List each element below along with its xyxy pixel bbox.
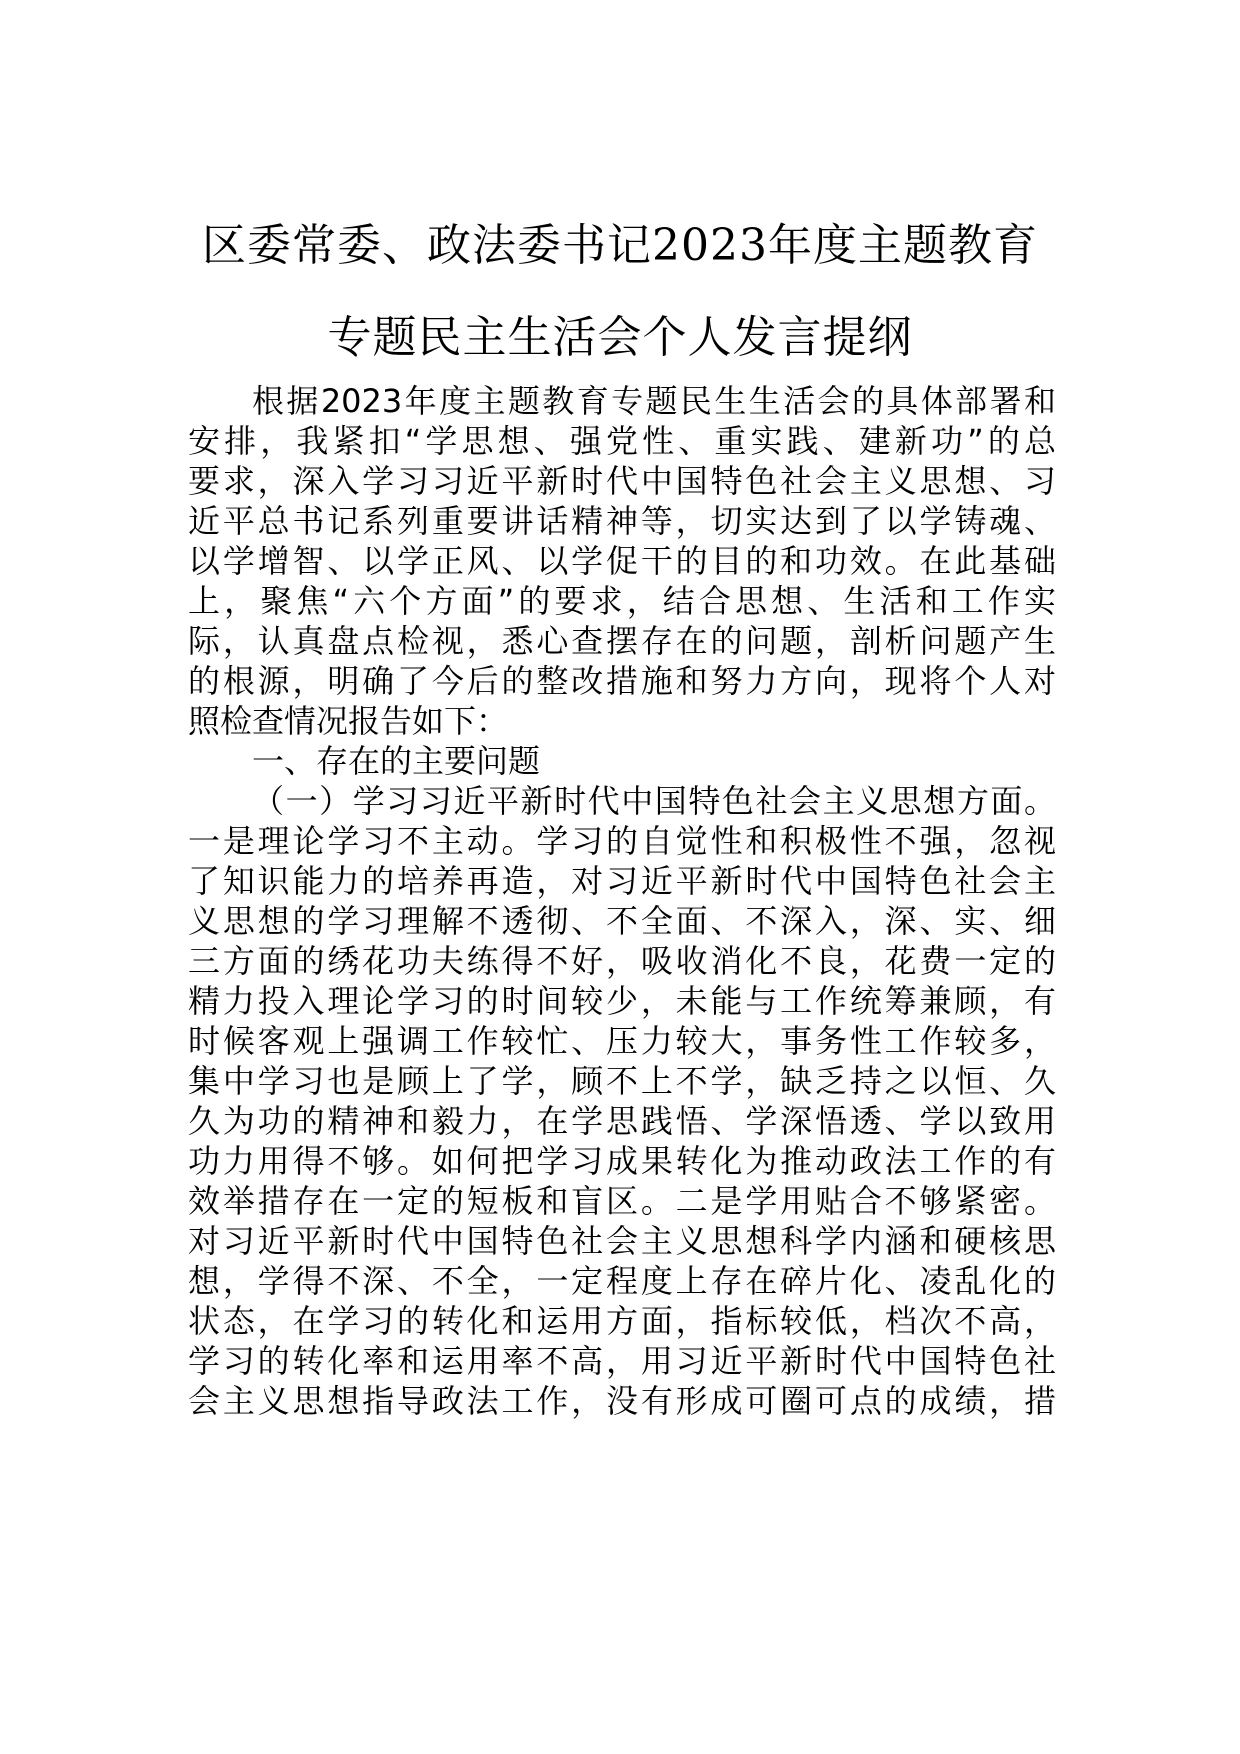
document-title-line-1: 区委常委、政法委书记2023年度主题教育 (202, 220, 1038, 271)
paragraph-line: 集中学习也是顾上了学，顾不上不学，缺乏持之以恒、久 (188, 1062, 1056, 1100)
paragraph-line: 照检查情况报告如下： (188, 702, 509, 740)
paragraph-line: 一是理论学习不主动。学习的自觉性和积极性不强，忽视 (188, 822, 1056, 860)
paragraph-line: 久为功的精神和毅力，在学思践悟、学深悟透、学以致用 (188, 1102, 1056, 1140)
paragraph-line: 近平总书记系列重要讲话精神等，切实达到了以学铸魂、 (188, 502, 1056, 540)
paragraph-line: 以学增智、以学正风、以学促干的目的和功效。在此基础 (188, 542, 1056, 580)
document-title-line-2: 专题民主生活会个人发言提纲 (327, 312, 913, 363)
paragraph-line: 学习的转化率和运用率不高，用习近平新时代中国特色社 (188, 1342, 1056, 1380)
paragraph-line: 上，聚焦“六个方面”的要求，结合思想、生活和工作实 (188, 582, 1056, 620)
paragraph-line: 状态，在学习的转化和运用方面，指标较低，档次不高， (188, 1302, 1056, 1340)
paragraph-line: 际，认真盘点检视，悉心查摆存在的问题，剖析问题产生 (188, 622, 1056, 660)
paragraph-line: 会主义思想指导政法工作，没有形成可圈可点的成绩，措 (188, 1382, 1056, 1420)
paragraph-line: 精力投入理论学习的时间较少，未能与工作统筹兼顾，有 (188, 982, 1056, 1020)
paragraph-line: 效举措存在一定的短板和盲区。二是学用贴合不够紧密。 (188, 1182, 1056, 1220)
subsection-heading: （一）学习习近平新时代中国特色社会主义思想方面。 (252, 782, 1056, 820)
paragraph-line: 根据2023年度主题教育专题民生生活会的具体部署和 (252, 382, 1056, 420)
paragraph-line: 要求，深入学习习近平新时代中国特色社会主义思想、习 (188, 462, 1056, 500)
section-heading: 一、存在的主要问题 (252, 742, 541, 780)
paragraph-line: 的根源，明确了今后的整改措施和努力方向，现将个人对 (188, 662, 1056, 700)
paragraph-line: 对习近平新时代中国特色社会主义思想科学内涵和硬核思 (188, 1222, 1056, 1260)
paragraph-line: 功力用得不够。如何把学习成果转化为推动政法工作的有 (188, 1142, 1056, 1180)
paragraph-line: 义思想的学习理解不透彻、不全面、不深入，深、实、细 (188, 902, 1056, 940)
paragraph-line: 安排，我紧扣“学思想、强党性、重实践、建新功”的总 (188, 422, 1056, 460)
paragraph-line: 想，学得不深、不全，一定程度上存在碎片化、凌乱化的 (188, 1262, 1056, 1300)
paragraph-line: 三方面的绣花功夫练得不好，吸收消化不良，花费一定的 (188, 942, 1056, 980)
paragraph-line: 了知识能力的培养再造，对习近平新时代中国特色社会主 (188, 862, 1056, 900)
paragraph-line: 时候客观上强调工作较忙、压力较大，事务性工作较多， (188, 1022, 1056, 1060)
